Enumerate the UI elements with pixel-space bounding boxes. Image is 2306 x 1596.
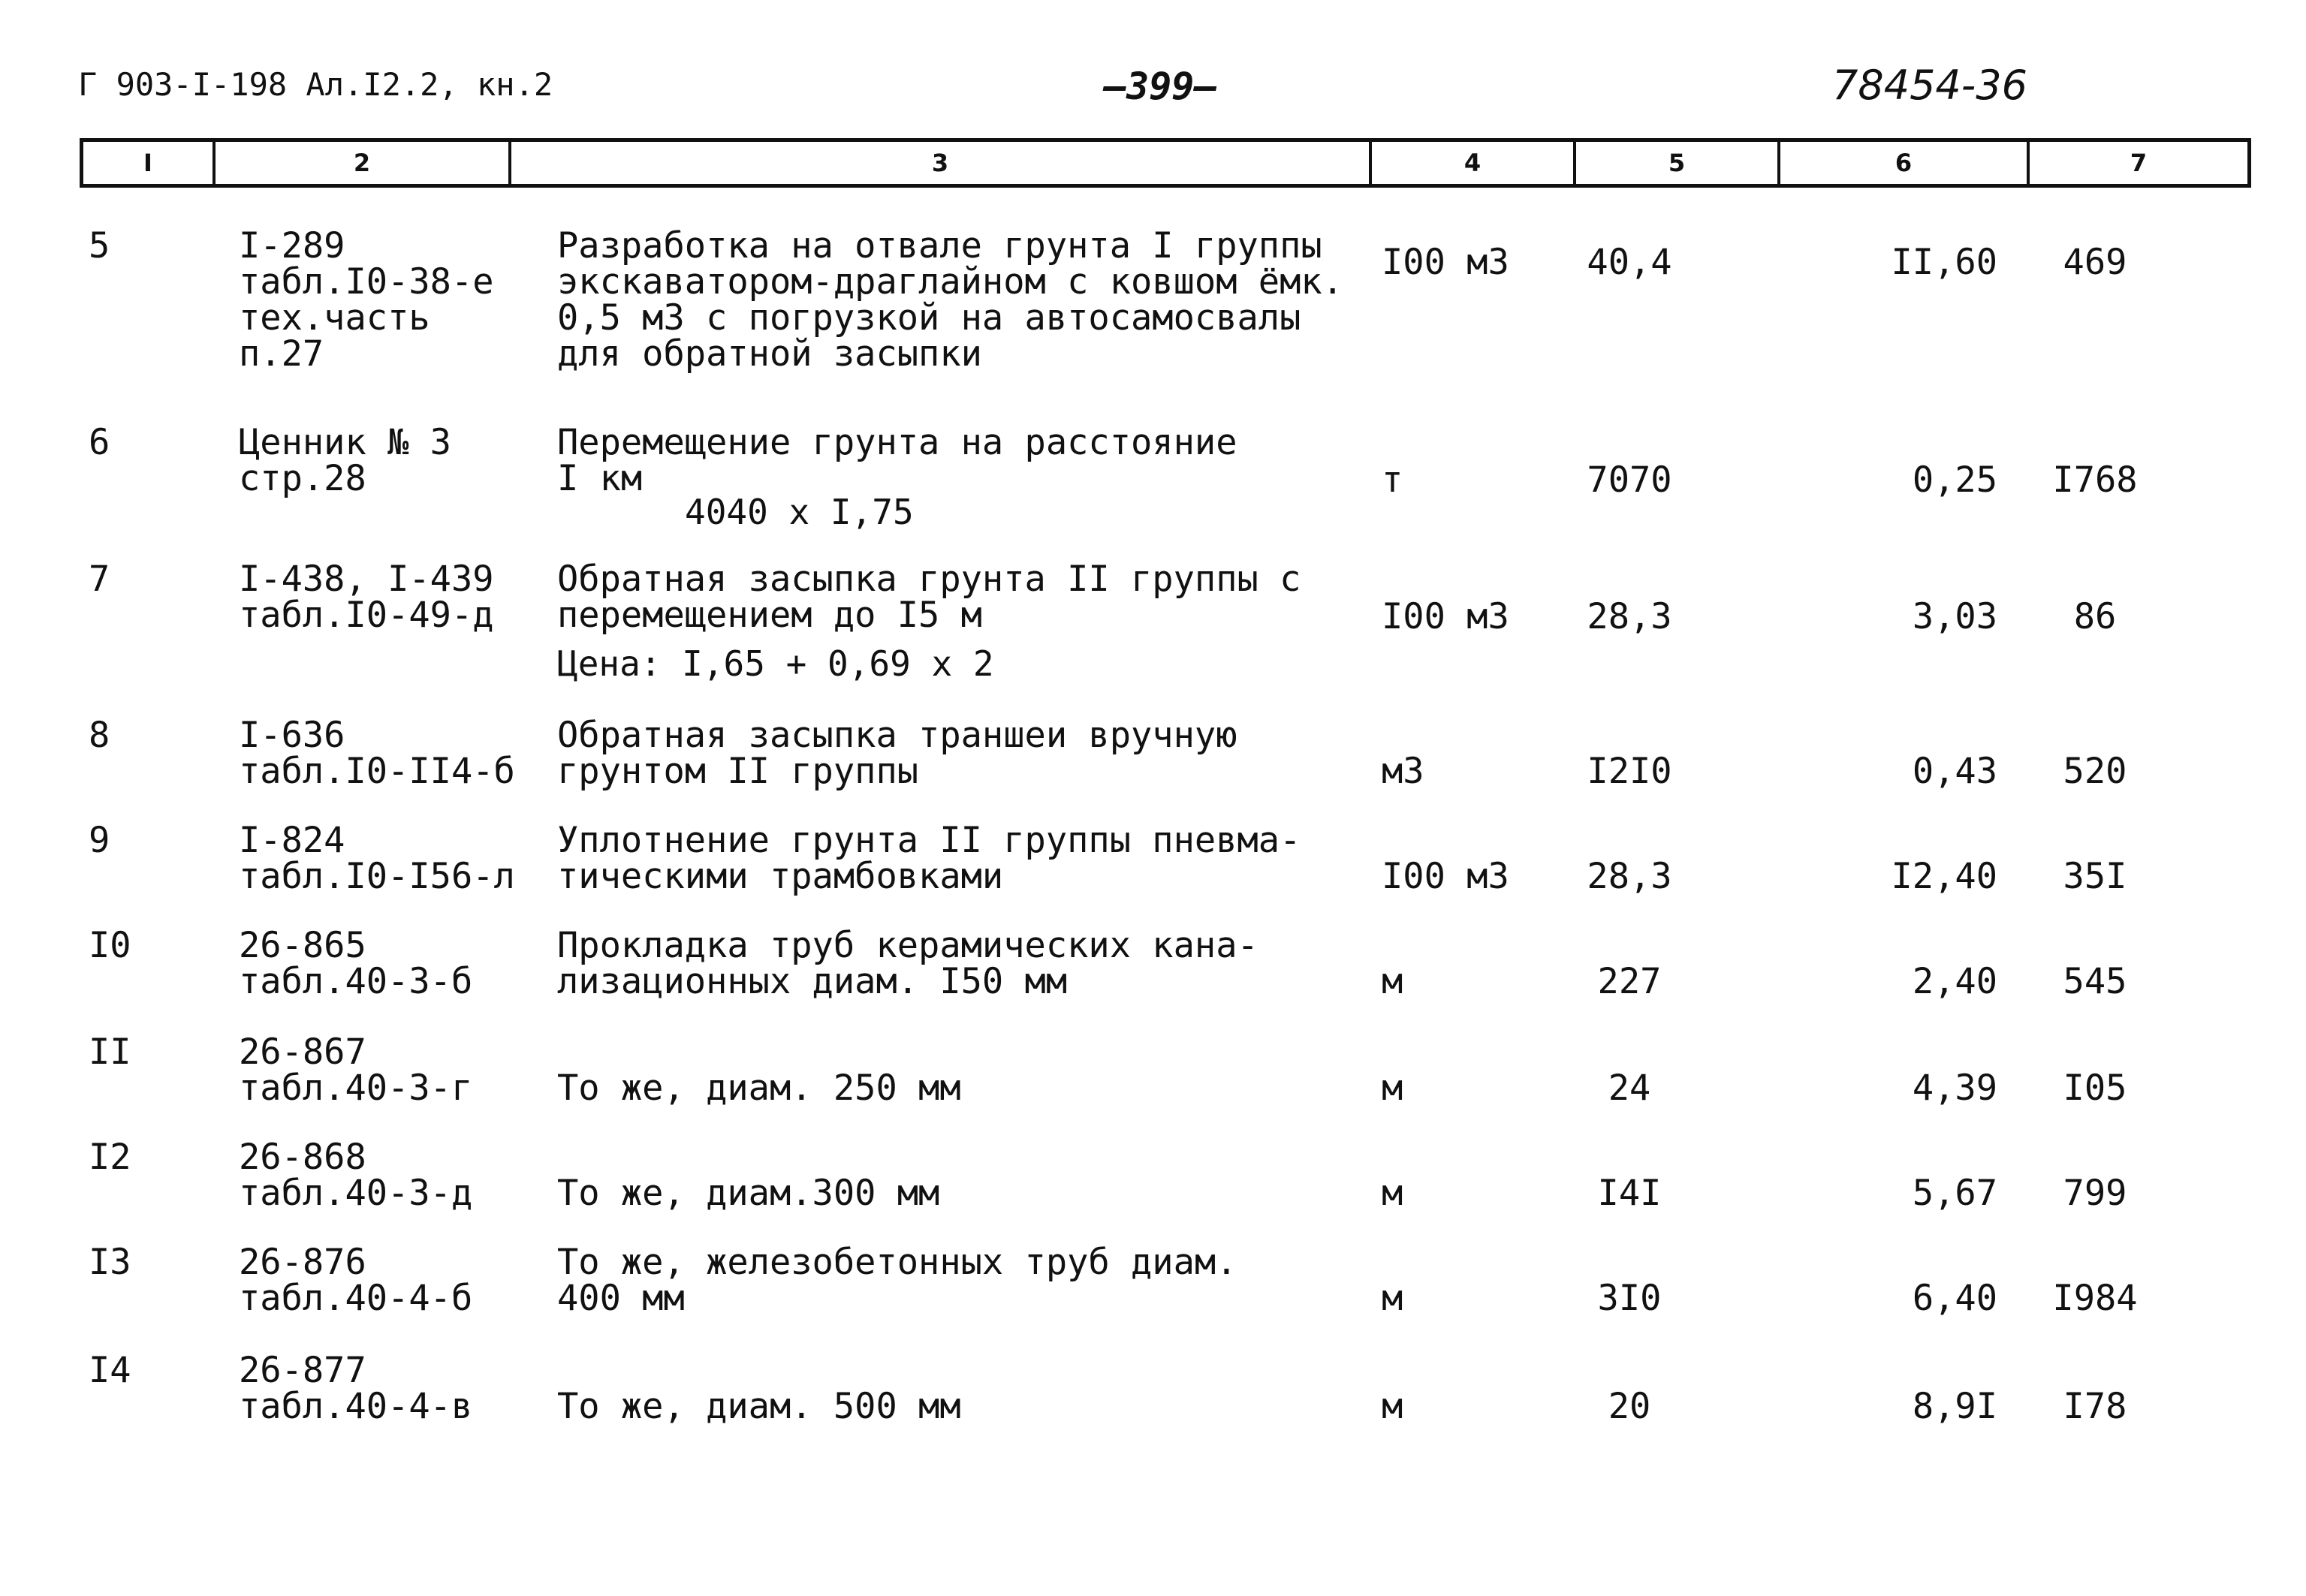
column-number-4: 4 — [1369, 142, 1573, 184]
row-total: 469 — [2063, 242, 2127, 283]
row-number: 6 — [89, 422, 110, 463]
row-quantity: 3I0 — [1597, 1278, 1662, 1319]
row-total: I05 — [2063, 1068, 2127, 1109]
column-number-5: 5 — [1573, 142, 1777, 184]
row-number: II — [89, 1031, 131, 1073]
row-quantity: 28,3 — [1587, 596, 1672, 637]
row-description: Разработка на отвале грунта I группы экскаватором-драглайном с ковшом ёмк. 0,5 м3 с погрузкой на автосамосвалы для обратной засыпки — [557, 225, 1343, 375]
row-unit-price: 0,25 — [1912, 459, 1997, 501]
row-unit: м — [1382, 1386, 1403, 1427]
row-description: Перемещение грунта на расстояние I км — [557, 422, 1237, 499]
row-total: 520 — [2063, 751, 2127, 792]
row-number: 5 — [89, 225, 110, 267]
row-total: 86 — [2073, 596, 2117, 637]
row-unit-price: 2,40 — [1912, 961, 1997, 1002]
row-quantity: 28,3 — [1587, 856, 1672, 897]
row-quantity: 7070 — [1587, 459, 1672, 501]
row-unit-price: I2,40 — [1891, 856, 1997, 897]
row-total: 35I — [2063, 856, 2127, 897]
row-number: I0 — [89, 925, 131, 966]
row-description: Прокладка труб керамических кана- лизационных диам. I50 мм — [557, 925, 1259, 1002]
row-unit-price: 8,9I — [1912, 1386, 1997, 1427]
row-unit: м — [1382, 1278, 1403, 1319]
row-quantity: I2I0 — [1587, 751, 1672, 792]
row-quantity: 40,4 — [1587, 242, 1672, 283]
row-unit: т — [1382, 459, 1403, 501]
document-code: Г 903-I-198 Ал.I2.2, кн.2 — [78, 66, 553, 103]
row-description: То же, диам. 250 мм — [557, 1068, 961, 1109]
row-unit-price: 3,03 — [1912, 596, 1997, 637]
row-quantity: 20 — [1608, 1386, 1651, 1427]
row-reference: I-289 табл.I0-38-е тех.часть п.27 — [239, 225, 494, 375]
row-description: То же, диам. 500 мм — [557, 1386, 961, 1427]
row-reference: 26-868 табл.40-3-д — [239, 1137, 473, 1214]
row-reference: 26-865 табл.40-3-б — [239, 925, 473, 1002]
row-reference: I-824 табл.I0-I56-л — [239, 820, 515, 897]
row-reference: I-438, I-439 табл.I0-49-д — [239, 559, 494, 636]
row-number: I3 — [89, 1242, 131, 1283]
row-description: Обратная засыпка грунта II группы с перемещением до I5 м — [557, 559, 1301, 636]
row-number: 9 — [89, 820, 110, 861]
row-description: То же, железобетонных труб диам. 400 мм — [557, 1242, 1237, 1319]
document-number: 78454-36 — [1832, 62, 2027, 109]
page-number: —399— — [1104, 65, 1217, 108]
row-unit: I00 м3 — [1382, 856, 1509, 897]
row-calculation: 4040 х I,75 — [685, 492, 914, 532]
column-number-3: 3 — [508, 142, 1369, 184]
row-unit: I00 м3 — [1382, 596, 1509, 637]
row-quantity: 24 — [1608, 1068, 1651, 1109]
row-quantity: I4I — [1597, 1173, 1662, 1214]
row-unit-price: 0,43 — [1912, 751, 1997, 792]
row-total: 545 — [2063, 961, 2127, 1002]
row-description: Обратная засыпка траншеи вручную грунтом II группы — [557, 715, 1237, 792]
row-unit: м3 — [1382, 751, 1424, 792]
row-unit: м — [1382, 1068, 1403, 1109]
row-total: I984 — [2052, 1278, 2138, 1319]
row-reference: I-636 табл.I0-II4-б — [239, 715, 515, 792]
row-number: I4 — [89, 1350, 131, 1391]
row-description: То же, диам.300 мм — [557, 1173, 940, 1214]
column-number-6: 6 — [1777, 142, 2027, 184]
row-unit-price: 5,67 — [1912, 1173, 1997, 1214]
column-number-1: I — [143, 149, 152, 177]
row-total: 799 — [2063, 1173, 2127, 1214]
row-unit: м — [1382, 1173, 1403, 1214]
row-reference: 26-867 табл.40-3-г — [239, 1031, 473, 1109]
row-unit: м — [1382, 961, 1403, 1002]
row-price-formula: Цена: I,65 + 0,69 х 2 — [557, 643, 994, 684]
column-header-row — [80, 138, 2251, 188]
row-reference: 26-877 табл.40-4-в — [239, 1350, 473, 1427]
row-quantity: 227 — [1597, 961, 1662, 1002]
row-reference: 26-876 табл.40-4-б — [239, 1242, 473, 1319]
row-total: I768 — [2052, 459, 2138, 501]
row-unit-price: 6,40 — [1912, 1278, 1997, 1319]
row-number: I2 — [89, 1137, 131, 1178]
row-unit: I00 м3 — [1382, 242, 1509, 283]
column-number-2: 2 — [213, 142, 508, 184]
row-number: 8 — [89, 715, 110, 756]
row-unit-price: 4,39 — [1912, 1068, 1997, 1109]
row-total: I78 — [2063, 1386, 2127, 1427]
row-number: 7 — [89, 559, 110, 600]
row-reference: Ценник № 3 стр.28 — [239, 422, 451, 499]
row-unit-price: II,60 — [1891, 242, 1997, 283]
column-number-7: 7 — [2027, 142, 2247, 184]
row-description: Уплотнение грунта II группы пневма- тическими трамбовками — [557, 820, 1301, 897]
